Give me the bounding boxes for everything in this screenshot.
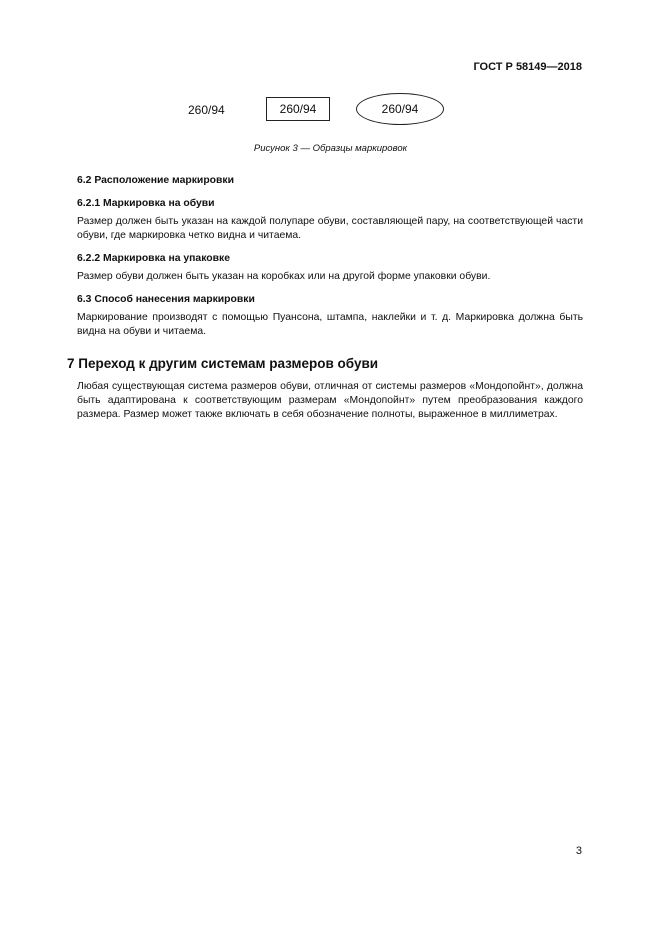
section-6-2-2-text: Размер обуви должен быть указан на коробках или на другой форме упаковки обуви.	[77, 271, 491, 282]
marking-samples-figure	[0, 93, 661, 129]
section-6-2-1-text: Размер должен быть указан на каждой полупаре обуви, составляющей пару, на соответствующей части обуви, где маркировка четко видна и читаема.	[77, 216, 583, 241]
section-6-2-2-heading: 6.2.2 Маркировка на упаковке	[77, 253, 230, 264]
page-number: 3	[575, 845, 582, 857]
section-6-3-text: Маркирование производят с помощью Пуансона, штампа, наклейки и т. д. Маркировка должна быть видна на обуви и читаема.	[77, 312, 583, 337]
marking-sample-oval: 260/94	[356, 93, 444, 125]
section-6-3-heading: 6.3 Способ нанесения маркировки	[77, 294, 255, 305]
figure-caption: Рисунок 3 — Образцы маркировок	[253, 143, 408, 154]
marking-sample-rectangle: 260/94	[266, 97, 330, 121]
section-6-2-heading: 6.2 Расположение маркировки	[77, 175, 234, 186]
document-id: ГОСТ Р 58149—2018	[473, 61, 582, 73]
section-6-2-1-heading: 6.2.1 Маркировка на обуви	[77, 198, 215, 209]
marking-sample-plain: 260/94	[188, 103, 225, 117]
section-7-text: Любая существующая система размеров обуви, отличная от системы размеров «Мондопойнт», должна быть адаптирована к соответствующим размерам «Мондопойнт» путем преобразования каждого размера. Размер может также включать в себя обозначение полноты, выраженное в миллиметрах.	[77, 381, 583, 420]
document-body	[67, 174, 583, 422]
section-7-heading: 7 Переход к другим системам размеров обуви	[67, 356, 379, 371]
